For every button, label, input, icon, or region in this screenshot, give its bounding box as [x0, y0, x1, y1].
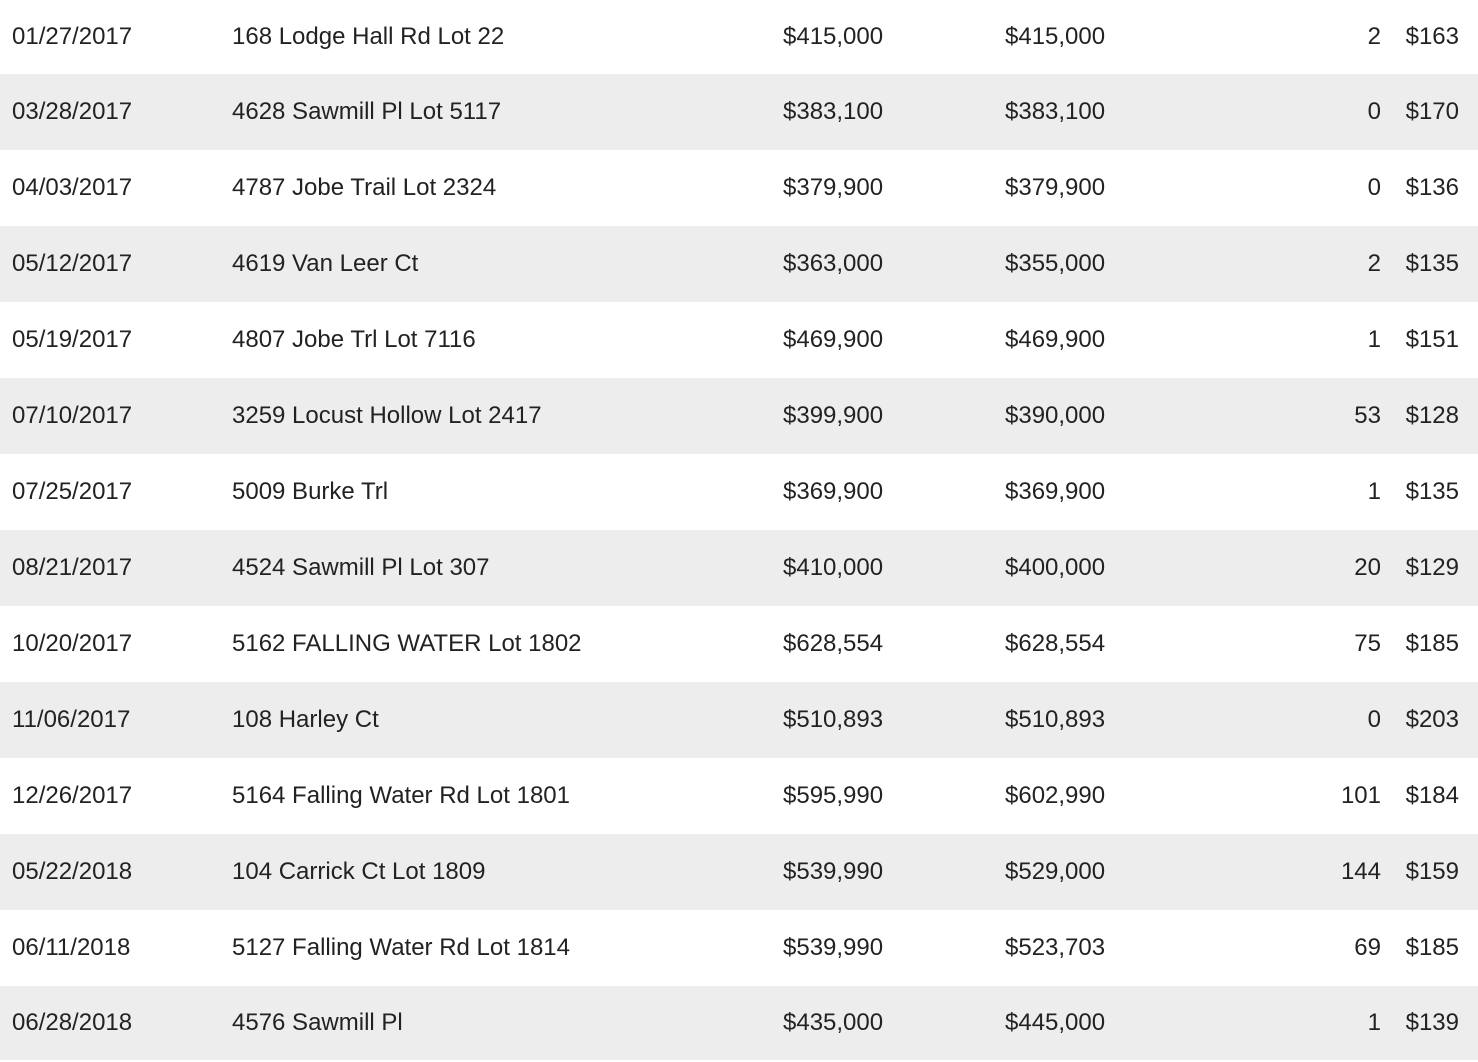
days-on-market-cell: 0: [1367, 706, 1381, 733]
table-row: [0, 606, 1478, 682]
days-on-market-cell: 101: [1340, 782, 1381, 809]
price-per-sqft-cell: $170: [1405, 98, 1459, 125]
table-row: [0, 378, 1478, 454]
sale-date-cell: 08/21/2017: [12, 554, 133, 581]
address-cell: 4787 Jobe Trail Lot 2324: [232, 174, 497, 201]
sale-date-cell: 05/12/2017: [12, 250, 133, 277]
table-row: [0, 454, 1478, 530]
list-price-cell: $363,000: [783, 250, 884, 277]
days-on-market-cell: 2: [1367, 23, 1381, 50]
address-cell: 168 Lodge Hall Rd Lot 22: [232, 23, 505, 50]
table-row: [0, 986, 1478, 1060]
address-cell: 5162 FALLING WATER Lot 1802: [232, 630, 582, 657]
sold-price-cell: $602,990: [1005, 782, 1106, 809]
address-cell: 108 Harley Ct: [232, 706, 379, 733]
table-row: [0, 530, 1478, 606]
sale-date-cell: 04/03/2017: [12, 174, 133, 201]
list-price-cell: $435,000: [783, 1009, 884, 1036]
sold-price-cell: $383,100: [1005, 98, 1106, 125]
list-price-cell: $595,990: [783, 782, 884, 809]
price-per-sqft-cell: $128: [1405, 402, 1459, 429]
sold-price-cell: $355,000: [1005, 250, 1106, 277]
sold-price-cell: $379,900: [1005, 174, 1106, 201]
address-cell: 5009 Burke Trl: [232, 478, 389, 505]
sold-price-cell: $523,703: [1005, 934, 1106, 961]
list-price-cell: $410,000: [783, 554, 884, 581]
price-per-sqft-cell: $139: [1405, 1009, 1459, 1036]
address-cell: 3259 Locust Hollow Lot 2417: [232, 402, 542, 429]
table-row: [0, 910, 1478, 986]
days-on-market-cell: 53: [1354, 402, 1381, 429]
price-per-sqft-cell: $185: [1405, 630, 1459, 657]
sale-date-cell: 06/28/2018: [12, 1009, 133, 1036]
price-per-sqft-cell: $135: [1405, 478, 1459, 505]
price-per-sqft-cell: $159: [1405, 858, 1459, 885]
sale-date-cell: 10/20/2017: [12, 630, 133, 657]
price-per-sqft-cell: $163: [1405, 23, 1459, 50]
address-cell: 5164 Falling Water Rd Lot 1801: [232, 782, 570, 809]
sale-date-cell: 06/11/2018: [12, 934, 131, 961]
address-cell: 4576 Sawmill Pl: [232, 1009, 403, 1036]
list-price-cell: $415,000: [783, 23, 884, 50]
address-cell: 104 Carrick Ct Lot 1809: [232, 858, 486, 885]
price-per-sqft-cell: $129: [1405, 554, 1459, 581]
sale-date-cell: 07/10/2017: [12, 402, 133, 429]
list-price-cell: $539,990: [783, 858, 884, 885]
days-on-market-cell: 0: [1367, 174, 1381, 201]
days-on-market-cell: 2: [1367, 250, 1381, 277]
table-row: [0, 834, 1478, 910]
price-per-sqft-cell: $184: [1405, 782, 1459, 809]
address-cell: 4807 Jobe Trl Lot 7116: [232, 326, 476, 353]
sold-price-cell: $415,000: [1005, 23, 1106, 50]
list-price-cell: $469,900: [783, 326, 884, 353]
address-cell: 4628 Sawmill Pl Lot 5117: [232, 98, 502, 125]
table-row: [0, 150, 1478, 226]
list-price-cell: $399,900: [783, 402, 884, 429]
days-on-market-cell: 20: [1354, 554, 1381, 581]
days-on-market-cell: 1: [1367, 1009, 1381, 1036]
days-on-market-cell: 0: [1367, 98, 1381, 125]
sale-date-cell: 12/26/2017: [12, 782, 133, 809]
table-row: [0, 74, 1478, 150]
days-on-market-cell: 1: [1367, 478, 1381, 505]
sale-date-cell: 01/27/2017: [12, 23, 133, 50]
list-price-cell: $379,900: [783, 174, 884, 201]
sold-price-cell: $369,900: [1005, 478, 1106, 505]
table-row: [0, 758, 1478, 834]
sold-price-cell: $628,554: [1005, 630, 1106, 657]
list-price-cell: $539,990: [783, 934, 884, 961]
sale-date-cell: 05/22/2018: [12, 858, 133, 885]
days-on-market-cell: 75: [1354, 630, 1381, 657]
list-price-cell: $510,893: [783, 706, 884, 733]
days-on-market-cell: 69: [1354, 934, 1381, 961]
price-per-sqft-cell: $135: [1405, 250, 1459, 277]
sale-date-cell: 05/19/2017: [12, 326, 133, 353]
sale-date-cell: 07/25/2017: [12, 478, 133, 505]
sold-price-cell: $510,893: [1005, 706, 1106, 733]
address-cell: 4524 Sawmill Pl Lot 307: [232, 554, 490, 581]
table-row: [0, 682, 1478, 758]
sold-price-cell: $390,000: [1005, 402, 1106, 429]
sold-price-cell: $400,000: [1005, 554, 1106, 581]
table-row: [0, 302, 1478, 378]
sale-date-cell: 03/28/2017: [12, 98, 133, 125]
list-price-cell: $369,900: [783, 478, 884, 505]
sold-price-cell: $469,900: [1005, 326, 1106, 353]
price-per-sqft-cell: $185: [1405, 934, 1459, 961]
sale-date-cell: 11/06/2017: [12, 706, 131, 733]
address-cell: 4619 Van Leer Ct: [232, 250, 419, 277]
price-per-sqft-cell: $136: [1405, 174, 1459, 201]
table-row: [0, 0, 1478, 74]
sold-price-cell: $445,000: [1005, 1009, 1106, 1036]
list-price-cell: $628,554: [783, 630, 884, 657]
price-per-sqft-cell: $203: [1405, 706, 1459, 733]
list-price-cell: $383,100: [783, 98, 884, 125]
days-on-market-cell: 1: [1367, 326, 1381, 353]
days-on-market-cell: 144: [1340, 858, 1381, 885]
address-cell: 5127 Falling Water Rd Lot 1814: [232, 934, 570, 961]
sold-price-cell: $529,000: [1005, 858, 1106, 885]
price-per-sqft-cell: $151: [1405, 326, 1459, 353]
table-row: [0, 226, 1478, 302]
